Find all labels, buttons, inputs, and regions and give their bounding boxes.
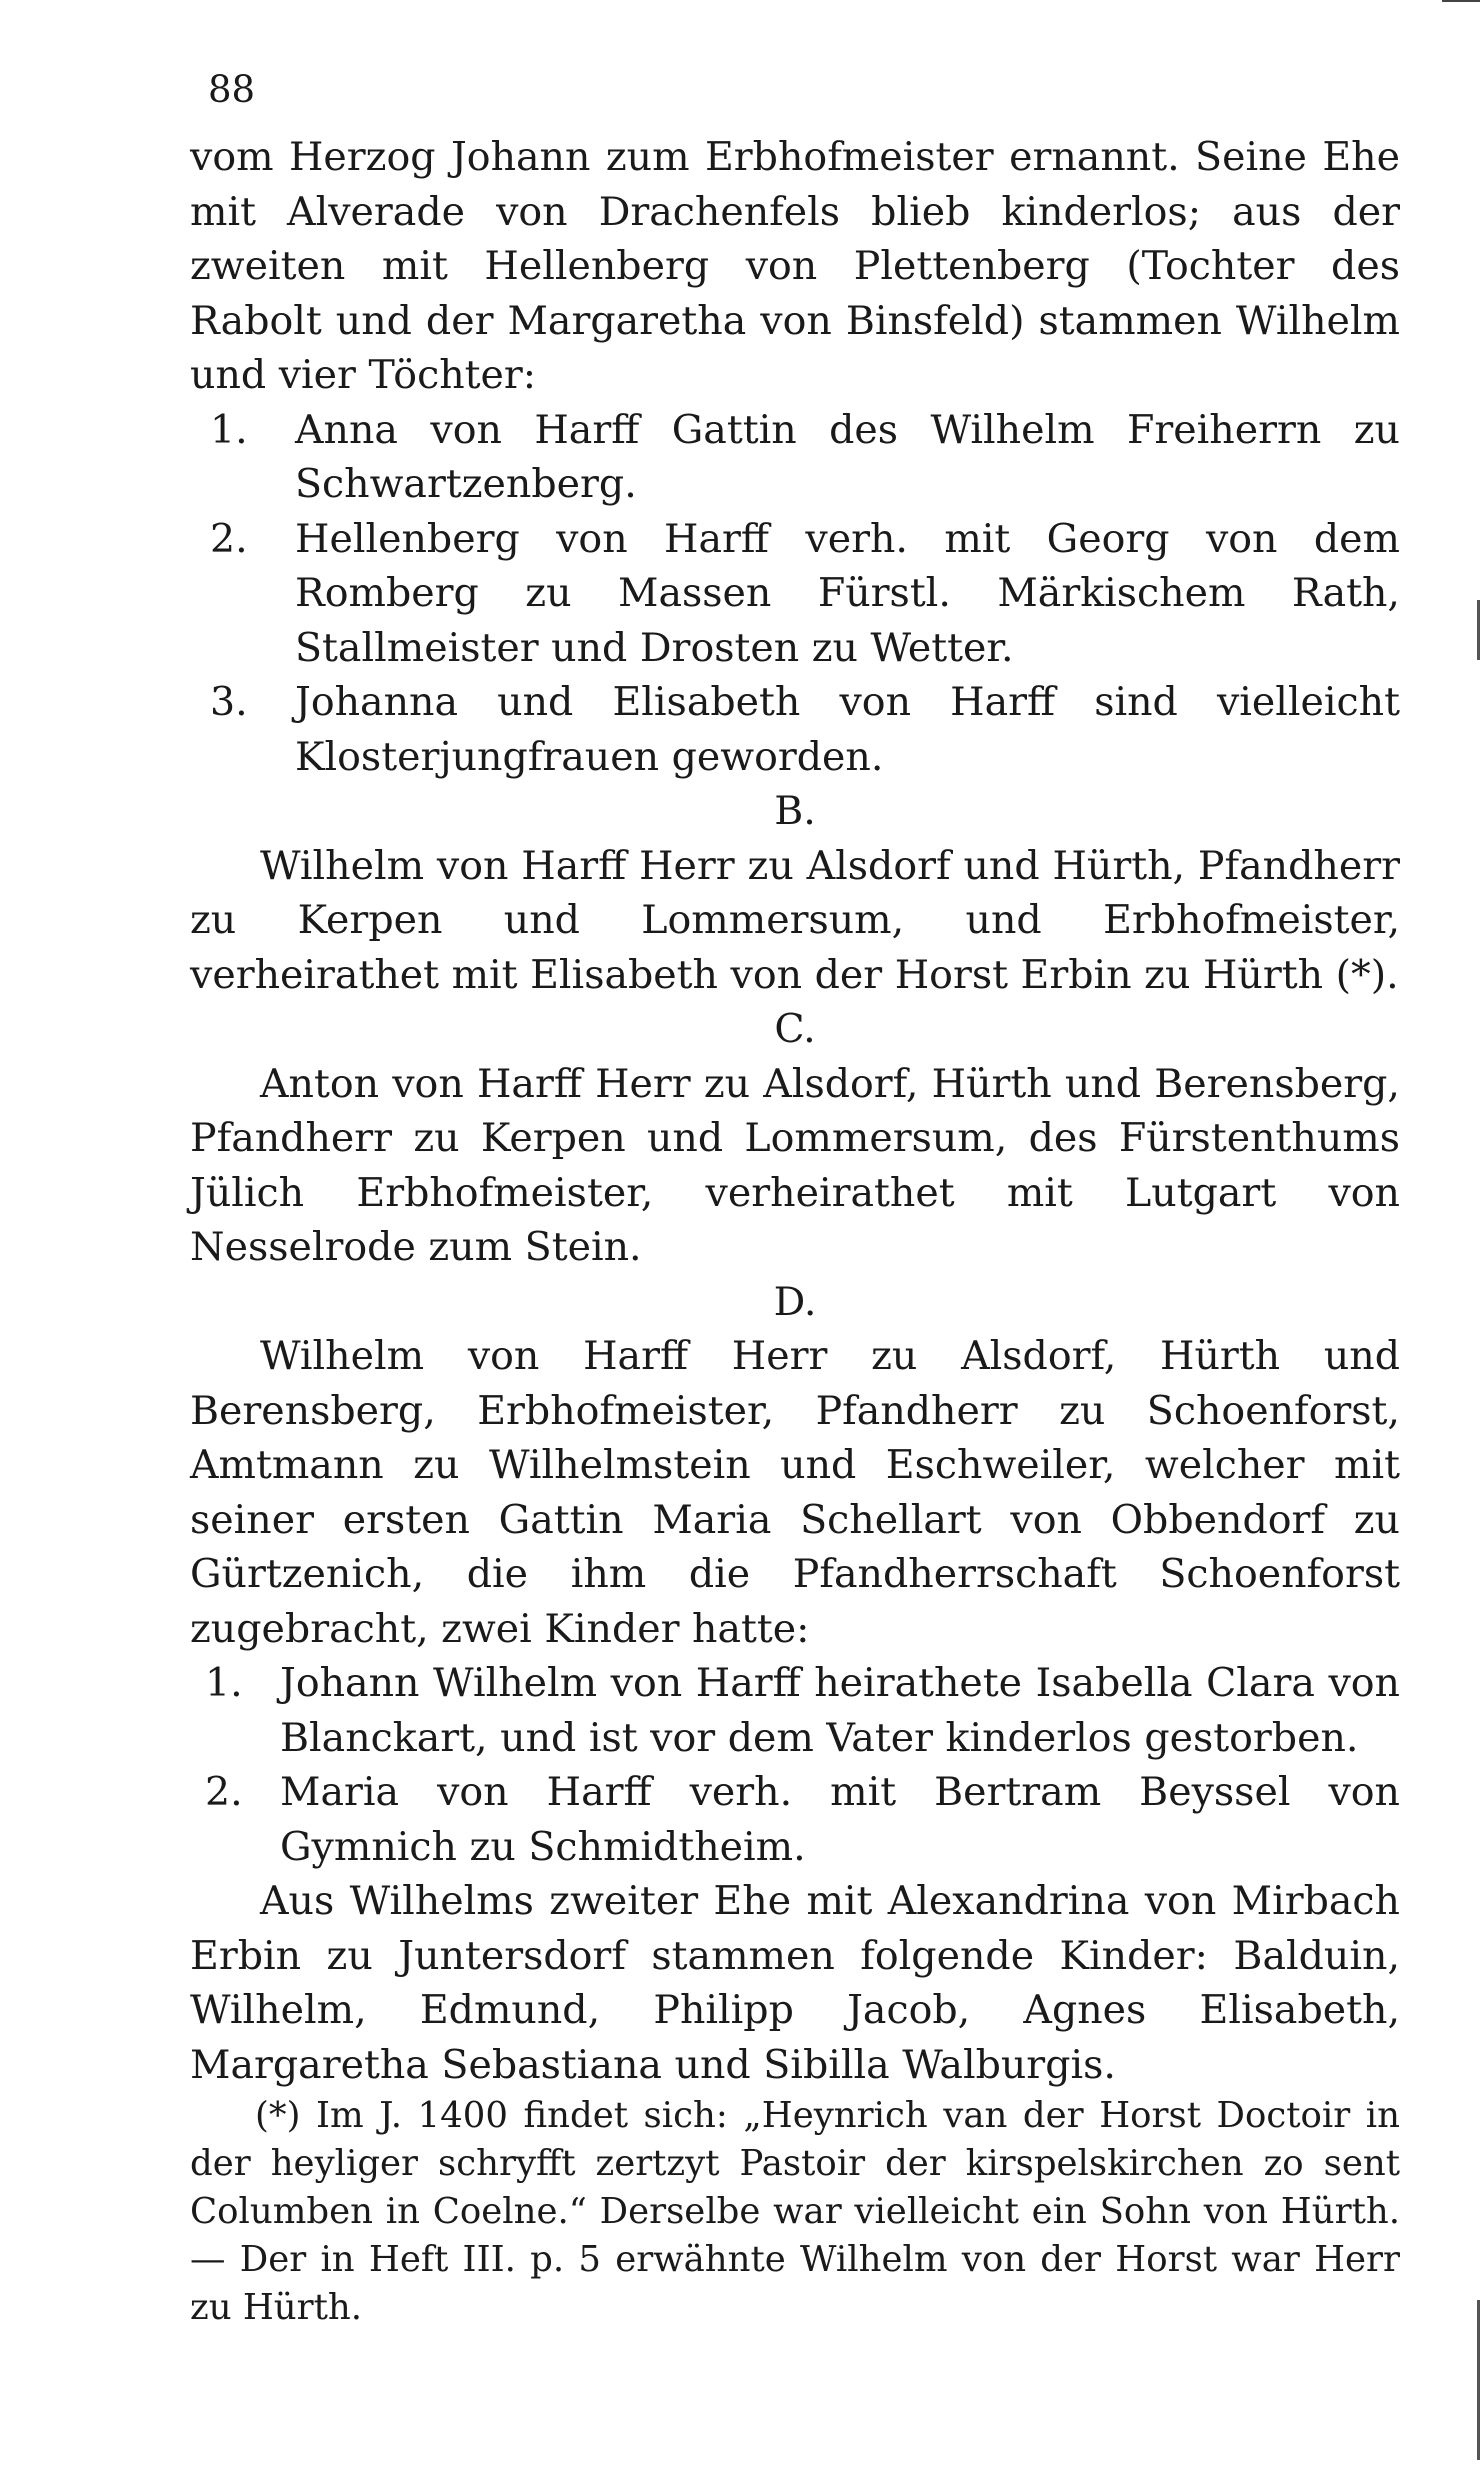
- section-heading-c: C.: [774, 1006, 816, 1052]
- intro-paragraph: vom Herzog Johann zum Erbhofmeister ernannt. Seine Ehe mit Alverade von Drachenfels blieb kinderlos; aus der zweiten mit Hellenberg von Plettenberg (Tochter des Rabolt und der Margaretha von Binsfeld) stammen Wilhelm und vier Töchter:: [190, 134, 1400, 398]
- section-heading-d: D.: [773, 1278, 817, 1325]
- list-text: Maria von Harff verh. mit Bertram Beyssel von Gymnich zu Schmidtheim.: [280, 1769, 1400, 1870]
- list-item: [190, 512, 1400, 676]
- list-number: 2.: [205, 1769, 243, 1815]
- list-text: Johann Wilhelm von Harff heirathete Isabella Clara von Blanckart, und ist vor dem Vater kinderlos gestorben.: [280, 1660, 1400, 1761]
- list-number: 3.: [210, 679, 248, 725]
- page-edge-top: [1442, 0, 1480, 2]
- list-text: Johanna und Elisabeth von Harff sind vielleicht Klosterjungfrauen geworden.: [295, 679, 1400, 780]
- list-text: Hellenberg von Harff verh. mit Georg von dem Romberg zu Massen Fürstl. Märkischem Rath, Stallmeister und Drosten zu Wetter.: [295, 515, 1400, 671]
- body-text: [190, 130, 1400, 2332]
- list-item: [190, 1656, 1400, 1765]
- section-b-paragraph: Wilhelm von Harff Herr zu Alsdorf und Hürth, Pfandherr zu Kerpen und Lommersum, und Erbhofmeister, verheirathet mit Elisabeth von der Horst Erbin zu Hürth (*).: [190, 842, 1400, 998]
- page-number: 88: [208, 68, 256, 111]
- list-text: Anna von Harff Gattin des Wilhelm Freiherrn zu Schwartzenberg.: [295, 406, 1400, 507]
- section-d-closing-paragraph: Aus Wilhelms zweiter Ehe mit Alexandrina von Mirbach Erbin zu Juntersdorf stammen folgende Kinder: Balduin, Wilhelm, Edmund, Philipp Jacob, Agnes Elisabeth, Margaretha Sebastiana und Sibilla Walburgis.: [190, 1878, 1400, 2088]
- list-number: 1.: [205, 1660, 243, 1706]
- section-c-paragraph: Anton von Harff Herr zu Alsdorf, Hürth und Berensberg, Pfandherr zu Kerpen und Lommersum, des Fürstenthums Jülich Erbhofmeister, verheirathet mit Lutgart von Nesselrode zum Stein.: [190, 1060, 1400, 1270]
- list-number: 1.: [210, 406, 248, 453]
- footnote: (*) Im J. 1400 findet sich: „Heynrich van der Horst Doctoir in der heyliger schryfft zertzyt Pastoir der kirspelskirchen zo sent Columben in Coelne.“ Derselbe war vielleicht ein Sohn von Hürth. — Der in Heft III. p. 5 erwähnte Wilhelm von der Horst war Herr zu Hürth.: [190, 2095, 1400, 2328]
- list-item: [190, 675, 1400, 784]
- section-d-paragraph: Wilhelm von Harff Herr zu Alsdorf, Hürth und Berensberg, Erbhofmeister, Pfandherr zu Schoenforst, Amtmann zu Wilhelmstein und Eschweiler, welcher mit seiner ersten Gattin Maria Schellart von Obbendorf zu Gürtzenich, die ihm die Pfandherrschaft Schoenforst zugebracht, zwei Kinder hatte:: [190, 1333, 1400, 1652]
- list-item: [190, 403, 1400, 512]
- list-item: [190, 1765, 1400, 1874]
- list-number: 2.: [210, 515, 248, 562]
- section-heading-b: B.: [774, 788, 816, 834]
